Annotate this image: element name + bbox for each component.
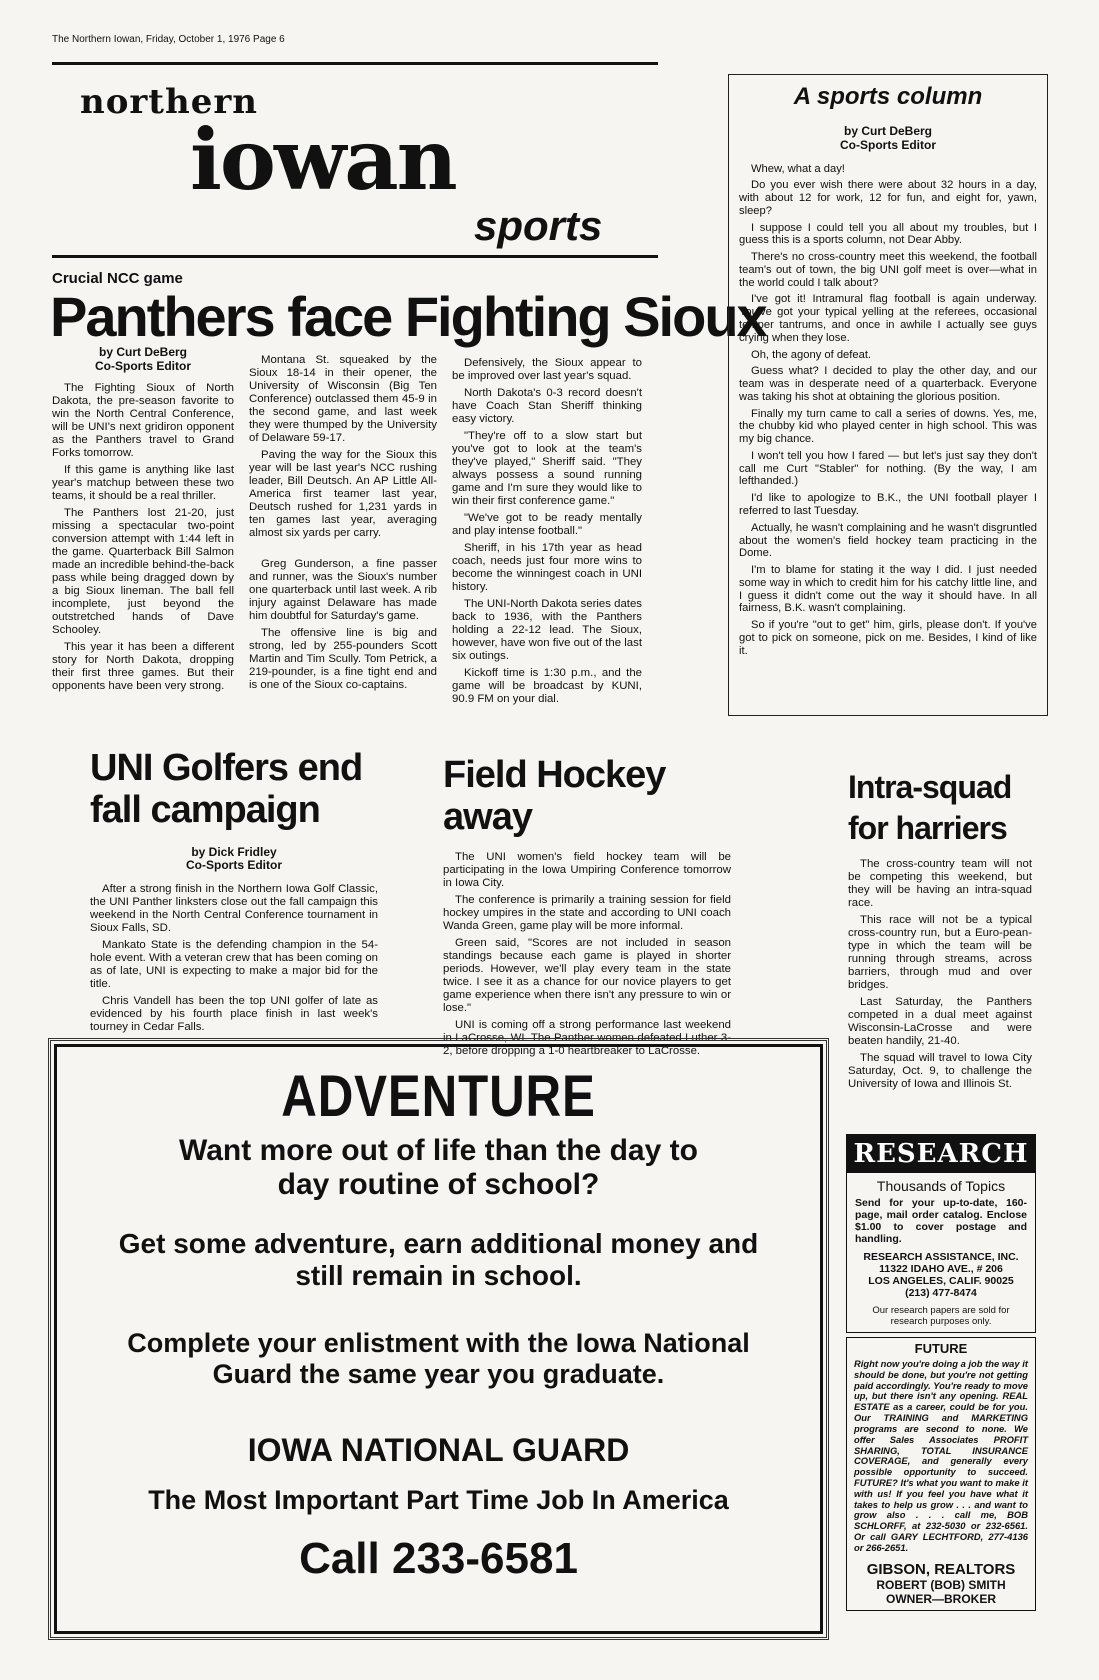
field-hockey-headline: Field Hockey away bbox=[443, 754, 666, 838]
lead-paragraph: If this game is anything like last year's matchup between these two teams, it should be a real thriller. bbox=[52, 463, 234, 502]
column-paragraph: Finally my turn came to call a series of downs. Yes, me, the chubby kid who played center in high school. This was my big chance. bbox=[739, 407, 1037, 446]
research-ad bbox=[846, 1134, 1036, 1333]
golf-byline-title: Co-Sports Editor bbox=[186, 858, 282, 873]
lead-byline-title: Co-Sports Editor bbox=[95, 358, 191, 373]
masthead-bottom-rule bbox=[52, 255, 658, 258]
sports-column-title: A sports column bbox=[793, 83, 983, 110]
column-paragraph: Guess what? I decided to play the other day, and our team was in desperate need of a quarterback. Everyone was taking his shot at obtaining the glorious position. bbox=[739, 365, 1037, 403]
harriers-paragraph: This race will not be a typical cross-country run, but a Euro-pean-type in which the team will be running through streams, across barriers, through mud and over bridges. bbox=[848, 914, 1032, 992]
lead-paragraph: North Dakota's 0-3 record doesn't have Coach Stan Sheriff thinking easy victory. bbox=[452, 387, 642, 425]
lead-paragraph: "They're off to a slow start but you've got to look at the team's they've played," Sheriff said. "They always possess a sound running game and I'm sure they would like to win their first conference game." bbox=[452, 430, 642, 507]
golf-paragraph: Mankato State is the defending champion in the 54-hole event. With a veteran crew that has been coming on as of late, UNI is expecting to make a major bid for the title. bbox=[90, 939, 378, 991]
ad-line: Want more out of life than the day to bbox=[179, 1134, 698, 1167]
column-paragraph: I've got it! Intramural flag football is again underway. You've got your typical yelling at the referees, occasional temper tantrums, and once in awhile I actually see guys crying when they lose. bbox=[739, 293, 1037, 344]
lead-paragraph: Defensively, the Sioux appear to be improved over last year's squad. bbox=[452, 357, 642, 382]
ad-line: Complete your enlistment with the Iowa National bbox=[127, 1328, 750, 1358]
research-subtitle: Thousands of Topics bbox=[876, 1178, 1006, 1194]
sports-column-byline-name: by Curt DeBerg bbox=[843, 124, 932, 138]
lead-paragraph: The Fighting Sioux of North Dakota, the pre-season favorite to win the North Central Conference, will be UNI's next gridiron opponent as the Panthers travel to Grand Forks tomorrow. bbox=[52, 381, 234, 459]
lead-paragraph: Kickoff time is 1:30 p.m., and the game will be broadcast by KUNI, 90.9 FM on your dial. bbox=[452, 667, 642, 705]
column-paragraph: Do you ever wish there were about 32 hours in a day, with about 12 for work, 12 for fun, and eight for, yawn, sleep? bbox=[739, 179, 1037, 217]
masthead-top-rule bbox=[52, 62, 658, 65]
column-paragraph: Oh, the agony of defeat. bbox=[751, 348, 872, 361]
harriers-paragraph: The squad will travel to Iowa City Saturday, Oct. 9, to challenge the University of Iowa and Illinois St. bbox=[848, 1052, 1032, 1091]
sports-column-byline-title: Co-Sports Editor bbox=[840, 137, 936, 152]
hockey-paragraph: The UNI women's field hockey team will be participating in the Iowa Umpiring Conference tomorrow in Iowa City. bbox=[443, 850, 731, 889]
column-paragraph: I won't tell you how I fared — but let's just say they don't call me Curt "Stabler" for nothing. (By the way, I am lefthanded.) bbox=[739, 449, 1037, 488]
ad-line: Guard the same year you graduate. bbox=[212, 1359, 665, 1389]
lead-headline: Panthers face Fighting Sioux bbox=[50, 285, 766, 348]
column-paragraph: I suppose I could tell you all about my troubles, but I guess this is a sports column, not Dear Abby. bbox=[739, 221, 1037, 247]
lead-byline-name: by Curt DeBerg bbox=[98, 345, 187, 359]
lead-paragraph: The offensive line is big and strong, led by 255-pounders Scott Martin and Tim Scully. Tom Petrick, a 219-pounder, is a fine tight end and is one of the Sioux co-captains. bbox=[249, 627, 437, 691]
ad-line: still remain in school. bbox=[295, 1260, 582, 1291]
ad-line: day routine of school? bbox=[277, 1168, 600, 1201]
column-paragraph: Whew, what a day! bbox=[751, 162, 845, 175]
harriers-headline-line-1: Intra-squad bbox=[848, 769, 1012, 805]
field-hockey-story bbox=[443, 755, 743, 1062]
future-company: GIBSON, REALTORS bbox=[866, 1560, 1016, 1578]
future-owner: ROBERT (BOB) SMITH bbox=[876, 1577, 1006, 1592]
lead-kicker: Crucial NCC game bbox=[52, 270, 183, 287]
future-owner-title: OWNER—BROKER bbox=[886, 1591, 996, 1606]
golf-byline bbox=[90, 846, 378, 874]
lead-paragraph: "We've got to be ready mentally and play intense football." bbox=[452, 512, 642, 537]
research-address-1: 11322 IDAHO AVE., # 206 bbox=[879, 1263, 1003, 1275]
masthead-iowan: iowan bbox=[190, 110, 456, 209]
lead-paragraph: Sheriff, in his 17th year as head coach, needs just four more wins to become the winningest coach in UNI history. bbox=[452, 542, 642, 593]
lead-paragraph: Montana St. squeaked by the Sioux 18-14 in their opener, the University of Wisconsin (Big Ten Conference) outclassed them 45-9 in the second game, and last week they were thumped by the University of Delaware 59-17. bbox=[249, 354, 437, 444]
research-address-2: LOS ANGELES, CALIF. 90025 bbox=[868, 1275, 1014, 1287]
lead-byline bbox=[52, 346, 234, 374]
harriers-paragraph: Last Saturday, the Panthers competed in a dual meet against Wisconsin-LaCrosse and were beaten handily, 21-40. bbox=[848, 996, 1032, 1048]
harriers-paragraph: The cross-country team will not be competing this weekend, but they will be having an intra-squad race. bbox=[848, 858, 1032, 910]
future-title: FUTURE bbox=[914, 1341, 968, 1356]
hockey-paragraph: UNI is coming off a strong performance last weekend in LaCrosse, WI. The Panther women defeated Luther 3-2, before dropping a 1-0 heartbreaker to LaCrosse. bbox=[443, 1018, 731, 1057]
ad-slogan: The Most Important Part Time Job In America bbox=[148, 1485, 729, 1515]
column-paragraph: I'd like to apologize to B.K., the UNI football player I referred to last Tuesday. bbox=[739, 492, 1037, 517]
ad-title: ADVENTURE bbox=[281, 1064, 596, 1129]
golf-headline-line-2: fall campaign bbox=[90, 788, 320, 831]
research-body: Send for your up-to-date, 160-page, mail order catalog. Enclose $1.00 to cover postage and handling. bbox=[855, 1197, 1027, 1245]
lead-paragraph: Greg Gunderson, a fine passer and runner, was the Sioux's number one quarterback until last week. A rib injury against Delaware has made him doubtful for Saturday's game. bbox=[249, 558, 437, 622]
golf-paragraph: After a strong finish in the Northern Iowa Golf Classic, the UNI Panther linksters close out the fall campaign this weekend in the North Central Conference tournament in Sioux Falls, SD. bbox=[90, 883, 378, 935]
lead-paragraph: The Panthers lost 21-20, just missing a spectacular two-point conversion attempt with 1:44 left in the game. Quarterback Bill Salmon made an incredible behind-the-back pass while being dragged down by a big Sioux lineman. The ball fell incomplete, just beyond the outstretched hands of Dave Schooley. bbox=[52, 506, 234, 636]
harriers-story bbox=[848, 770, 1032, 1095]
hockey-paragraph: Green said, "Scores are not included in season standings because each game is played in shorter periods. However, we'll play every team in the state twice. I see it as a chance for our novice players to get game experience when there isn't any pressure to win or lose." bbox=[443, 936, 731, 1014]
lead-column-3 bbox=[452, 357, 642, 710]
column-paragraph: There's no cross-country meet this weekend, the football team's out of town, the big UNI golf meet is over—what in the world could I talk about? bbox=[739, 251, 1037, 289]
column-paragraph: So if you're "out to get" him, girls, please don't. If you've got to pick on someone, pick on me. Besides, I kind of like it. bbox=[739, 619, 1037, 657]
future-body: Right now you're doing a job the way it should be done, but you're not getting paid accordingly. You're ready to move up, but there isn't any opening. REAL ESTATE as a career, could be for you. Our TRAINING and MARKETING programs are second to none. We offer Sales Associates PROFIT SHARING, TOTAL INSURANCE COVERAGE, and generally every possible opportunity to succeed. FUTURE? It's what you want to make it with us! If you feel you have what it takes to help us grow . . . and want to grow also . . . call me, BOB SCHLORFF, at 232-5030 or 232-6561. Or call GARY LECHTFORD, 277-4136 or 266-2651. bbox=[854, 1358, 1028, 1553]
golf-byline-name: by Dick Fridley bbox=[191, 844, 277, 859]
research-title: RESEARCH bbox=[847, 1135, 1035, 1173]
lead-paragraph: This year it has been a different story for North Dakota, dropping their first three games. But their opponents have been very strong. bbox=[52, 640, 234, 692]
research-company: RESEARCH ASSISTANCE, INC. bbox=[863, 1251, 1019, 1263]
realtor-ad bbox=[846, 1337, 1036, 1611]
harriers-headline-line-2: for harriers bbox=[848, 810, 1007, 847]
page-folio: The Northern Iowan, Friday, October 1, 1976 Page 6 bbox=[52, 34, 285, 45]
masthead-sports: sports bbox=[474, 202, 603, 249]
golf-headline-line-1: UNI Golfers end bbox=[90, 747, 363, 789]
column-paragraph: I'm to blame for stating it the way I did. I just needed some way in which to credit him for his catchy little line, and I guess it didn't come out the way it should have. In all fairness, B.K. wasn't complaining. bbox=[739, 564, 1037, 615]
ad-call: Call 233-6581 bbox=[299, 1534, 578, 1583]
research-phone: (213) 477-8474 bbox=[905, 1287, 977, 1299]
national-guard-ad bbox=[54, 1044, 823, 1634]
lead-paragraph: Paving the way for the Sioux this year will be last year's NCC rushing leader, Bill Deutsch. An AP Little All-America first teamer last year, Deutsch rushed for 1,231 yards in ten games last year, averaging almost six yards per carry. bbox=[249, 449, 437, 539]
lead-column-1 bbox=[52, 346, 234, 697]
sports-column-box bbox=[728, 74, 1048, 716]
column-paragraph: Actually, he wasn't complaining and he wasn't disgruntled about the women's field hockey team practicing in the Dome. bbox=[739, 521, 1037, 560]
hockey-paragraph: The conference is primarily a training session for field hockey umpires in the state and according to UNI coach Wanda Green, game play will be more informal. bbox=[443, 893, 731, 932]
lead-paragraph: The UNI-North Dakota series dates back to 1936, with the Panthers holding a 22-12 lead. The Sioux, however, have won five out of the last six outings. bbox=[452, 598, 642, 662]
ad-line: Get some adventure, earn additional money and bbox=[118, 1228, 759, 1259]
golf-paragraph: Chris Vandell has been the top UNI golfer of late as evidenced by his fourth place finish in last week's tourney in Cedar Falls. bbox=[90, 995, 378, 1034]
sports-column-byline bbox=[739, 125, 1037, 153]
golf-story bbox=[90, 748, 378, 1038]
research-note: Our research papers are sold for research purposes only. bbox=[872, 1305, 1010, 1327]
lead-column-2 bbox=[249, 354, 437, 696]
ad-org: IOWA NATIONAL GUARD bbox=[247, 1432, 630, 1468]
masthead-northern: northern bbox=[80, 82, 258, 122]
